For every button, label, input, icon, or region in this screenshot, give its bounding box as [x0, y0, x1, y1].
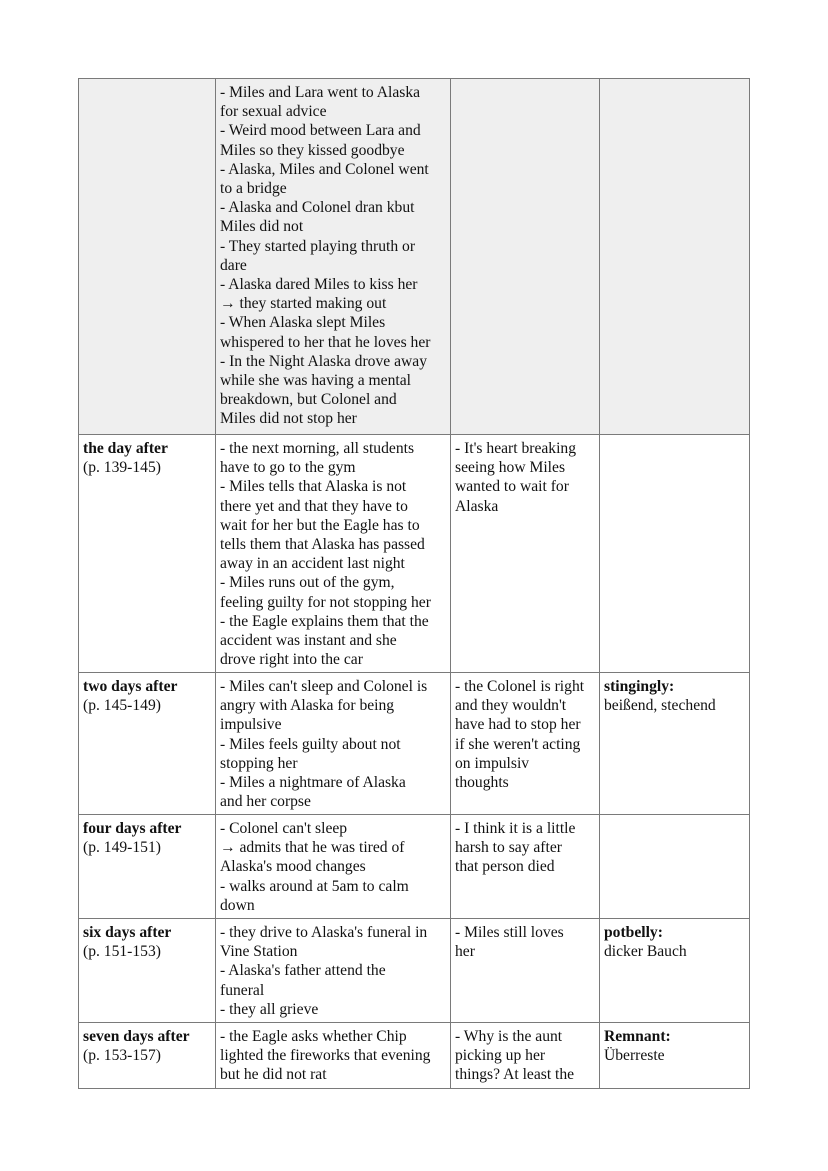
summary-line: - Miles can't sleep and Colonel is [220, 678, 428, 695]
page-range: (p. 139-145) [83, 459, 161, 477]
page-range: (p. 151-153) [83, 943, 161, 961]
summary-line: there yet and that they have to [220, 497, 408, 515]
opinion-cell [451, 815, 600, 919]
summary-line: angry with Alaska for being [220, 697, 395, 715]
vocabulary-cell [600, 435, 750, 673]
summary-cell [216, 919, 451, 1023]
summary-line: while she was having a mental [220, 372, 411, 390]
vocabulary-cell [600, 815, 750, 919]
summary-line: away in an accident last night [220, 555, 405, 573]
summary-line: but he did not rat [220, 1066, 327, 1084]
vocab-term: potbelly: [604, 924, 663, 941]
vocabulary-cell [600, 673, 750, 815]
page-range: (p. 153-157) [83, 1047, 161, 1065]
table-row [79, 79, 750, 435]
summary-line: - walks around at 5am to calm [220, 877, 409, 895]
opinion-cell [451, 79, 600, 435]
summary-line: - they all grieve [220, 1000, 319, 1018]
table-row [79, 815, 750, 919]
vocab-term: Remnant: [604, 1028, 671, 1045]
opinion-line: - the Colonel is right [455, 678, 585, 695]
summary-line: → they started making out [220, 295, 387, 313]
summary-line: impulsive [220, 716, 282, 734]
summary-line: - They started playing thruth or [220, 237, 416, 255]
summary-cell [216, 673, 451, 815]
summary-line: Miles did not [220, 218, 304, 236]
summary-line: wait for her but the Eagle has to [220, 516, 420, 534]
opinion-line: - I think it is a little [455, 820, 576, 837]
day-cell [79, 435, 216, 673]
summary-line: → admits that he was tired of [220, 839, 405, 857]
opinion-line: that person died [455, 858, 555, 876]
vocabulary-cell [600, 79, 750, 435]
summary-line: - Alaska's father attend the [220, 962, 386, 980]
summary-line: - the next morning, all students [220, 440, 415, 457]
vocabulary-cell [600, 1023, 750, 1089]
summary-line: to a bridge [220, 180, 287, 198]
summary-line: down [220, 896, 255, 914]
summary-line: whispered to her that he loves her [220, 333, 431, 351]
day-title: two days after [83, 678, 178, 695]
opinion-cell [451, 435, 600, 673]
summary-line: have to go to the gym [220, 459, 356, 477]
summary-line: - In the Night Alaska drove away [220, 352, 427, 370]
summary-cell [216, 815, 451, 919]
summary-line: - they drive to Alaska's funeral in [220, 924, 428, 941]
day-title: seven days after [83, 1028, 190, 1045]
summary-line: - Weird mood between Lara and [220, 122, 421, 140]
opinion-line: picking up her [455, 1047, 546, 1065]
opinion-line: - Miles still loves [455, 924, 564, 941]
opinion-line: thoughts [455, 774, 509, 792]
vocab-translation: Überreste [604, 1047, 665, 1065]
summary-line: - Miles feels guilty about not [220, 735, 401, 753]
day-cell [79, 1023, 216, 1089]
summary-line: tells them that Alaska has passed [220, 536, 425, 554]
summary-line: - Alaska and Colonel dran kbut [220, 199, 415, 217]
vocab-translation: dicker Bauch [604, 943, 687, 961]
summary-line: drove right into the car [220, 651, 363, 669]
opinion-line: - Why is the aunt [455, 1028, 563, 1045]
opinion-line: have had to stop her [455, 716, 581, 734]
opinion-line: - It's heart breaking [455, 440, 577, 457]
summary-line: for sexual advice [220, 103, 327, 121]
summary-line: and her corpse [220, 793, 311, 811]
reading-log-table [78, 78, 750, 1089]
opinion-line: and they wouldn't [455, 697, 567, 715]
summary-line: funeral [220, 981, 265, 999]
table-row [79, 673, 750, 815]
summary-line: - the Eagle explains them that the [220, 612, 429, 630]
summary-line: Vine Station [220, 943, 298, 961]
summary-line: lighted the fireworks that evening [220, 1047, 431, 1065]
opinion-line: on impulsiv [455, 754, 530, 772]
opinion-line: things? At least the [455, 1066, 575, 1084]
summary-line: dare [220, 256, 247, 274]
table-body [79, 79, 750, 1089]
summary-line: - Colonel can't sleep [220, 820, 348, 837]
opinion-line: seeing how Miles [455, 459, 566, 477]
day-cell [79, 815, 216, 919]
day-cell [79, 673, 216, 815]
day-cell [79, 79, 216, 435]
vocabulary-cell [600, 919, 750, 1023]
summary-cell [216, 435, 451, 673]
opinion-cell [451, 673, 600, 815]
summary-line: breakdown, but Colonel and [220, 391, 397, 409]
summary-cell [216, 79, 451, 435]
vocab-term: stingingly: [604, 678, 675, 695]
summary-line: - Miles runs out of the gym, [220, 574, 395, 592]
summary-line: - the Eagle asks whether Chip [220, 1028, 407, 1045]
summary-line: - When Alaska slept Miles [220, 314, 386, 332]
summary-line: - Miles and Lara went to Alaska [220, 84, 421, 101]
day-title: six days after [83, 924, 172, 941]
opinion-line: her [455, 943, 475, 961]
table-row [79, 1023, 750, 1089]
page-range: (p. 149-151) [83, 839, 161, 857]
table-row [79, 919, 750, 1023]
opinion-line: wanted to wait for [455, 478, 569, 496]
page-range: (p. 145-149) [83, 697, 161, 715]
day-title: four days after [83, 820, 182, 837]
summary-line: - Miles tells that Alaska is not [220, 478, 407, 496]
summary-line: stopping her [220, 754, 298, 772]
summary-line: Alaska's mood changes [220, 858, 366, 876]
day-cell [79, 919, 216, 1023]
opinion-line: Alaska [455, 497, 499, 515]
summary-line: Miles did not stop her [220, 410, 357, 428]
vocab-translation: beißend, stechend [604, 697, 716, 715]
table-row [79, 435, 750, 673]
summary-cell [216, 1023, 451, 1089]
opinion-line: harsh to say after [455, 839, 562, 857]
summary-line: Miles so they kissed goodbye [220, 141, 405, 159]
summary-line: accident was instant and she [220, 632, 397, 650]
summary-line: feeling guilty for not stopping her [220, 593, 431, 611]
summary-line: - Alaska dared Miles to kiss her [220, 276, 418, 294]
opinion-cell [451, 919, 600, 1023]
opinion-cell [451, 1023, 600, 1089]
day-title: the day after [83, 440, 168, 457]
opinion-line: if she weren't acting [455, 735, 581, 753]
summary-line: - Miles a nightmare of Alaska [220, 774, 406, 792]
summary-line: - Alaska, Miles and Colonel went [220, 160, 429, 178]
